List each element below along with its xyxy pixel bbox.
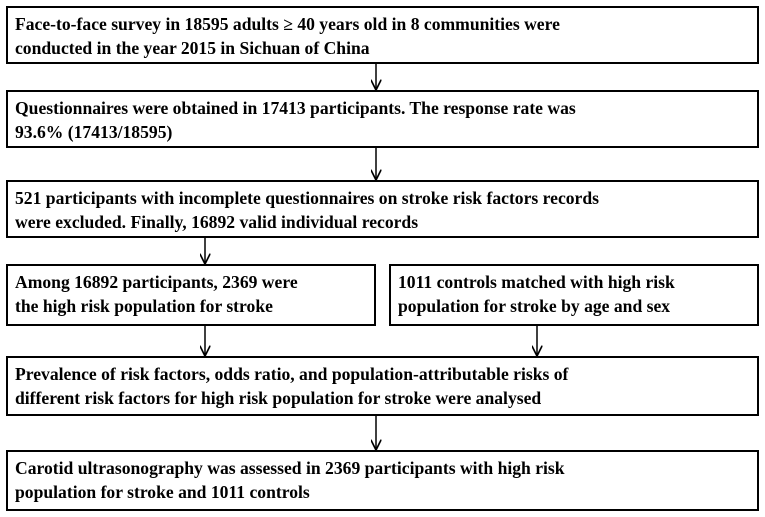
analysis-box	[6, 356, 759, 416]
survey-box	[6, 6, 759, 64]
exclusion-line-1: 521 participants with incomplete questionnaires on stroke risk factors records	[15, 188, 599, 208]
ultrasonography-line-2: population for stroke and 1011 controls	[15, 482, 310, 502]
high-risk-line-1: Among 16892 participants, 2369 were	[15, 272, 298, 292]
questionnaires-line-2: 93.6% (17413/18595)	[15, 122, 173, 142]
survey-line-1: Face-to-face survey in 18595 adults ≥ 40 years old in 8 communities were	[15, 14, 560, 34]
exclusion-line-2: were excluded. Finally, 16892 valid individual records	[15, 212, 419, 232]
high-risk-box	[6, 264, 376, 326]
survey-line-2: conducted in the year 2015 in Sichuan of China	[15, 38, 370, 58]
analysis-line-2: different risk factors for high risk population for stroke were analysed	[15, 388, 542, 408]
controls-box	[389, 264, 759, 326]
high-risk-line-2: the high risk population for stroke	[15, 296, 273, 316]
analysis-line-1: Prevalence of risk factors, odds ratio, and population-attributable risks of	[15, 364, 569, 384]
questionnaires-box	[6, 90, 759, 148]
ultrasonography-box	[6, 450, 759, 511]
controls-line-2: population for stroke by age and sex	[398, 296, 671, 316]
controls-line-1: 1011 controls matched with high risk	[398, 272, 675, 292]
exclusion-box	[6, 180, 759, 238]
ultrasonography-line-1: Carotid ultrasonography was assessed in 2369 participants with high risk	[15, 458, 565, 478]
questionnaires-line-1: Questionnaires were obtained in 17413 participants. The response rate was	[15, 98, 576, 118]
